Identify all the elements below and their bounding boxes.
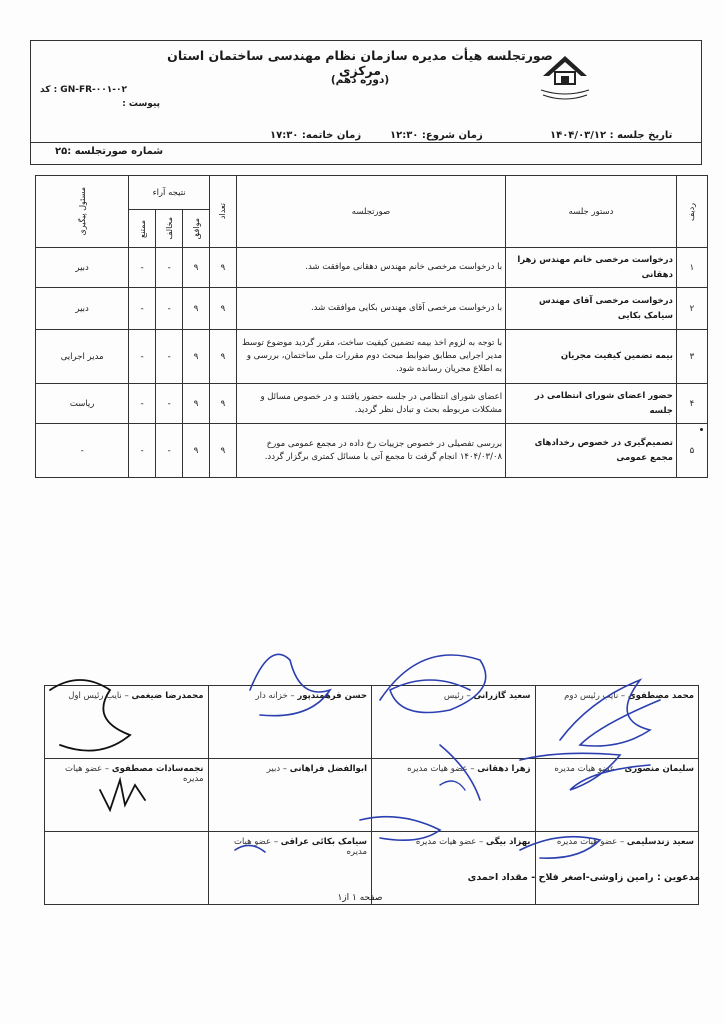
row-number: ۴ xyxy=(676,384,707,424)
row-count: ۹ xyxy=(209,330,236,384)
signer-name: محمد مصطفوی xyxy=(627,691,694,701)
row-agree: ۹ xyxy=(183,384,210,424)
signature-cell xyxy=(208,686,372,759)
meeting-end-time: زمان خاتمه: ۱۷:۳۰ xyxy=(270,130,362,141)
row-count: ۹ xyxy=(209,248,236,288)
signer-role: – عضو هیات مدیره xyxy=(415,837,484,847)
signer-name: سیامک بکائی عراقی xyxy=(280,837,367,847)
signer-name: ابوالفضل فراهانی xyxy=(289,764,367,774)
minutes-number: شماره صورتجلسه :۲۵ xyxy=(55,146,164,157)
signature-cell xyxy=(45,759,209,832)
row-minutes: با درخواست مرخصی آقای مهندس بکایی موافقت شد. xyxy=(236,288,505,330)
row-minutes: با درخواست مرخصی خانم مهندس دهقانی موافقت شد. xyxy=(236,248,505,288)
row-number: ۲ xyxy=(676,288,707,330)
row-owner: دبیر xyxy=(36,248,129,288)
row-agenda: بیمه تضمین کیفیت مجریان xyxy=(506,330,677,384)
signature-cell xyxy=(208,759,372,832)
row-agree: ۹ xyxy=(183,288,210,330)
header-abstain: ممتنع xyxy=(129,210,156,248)
table-row xyxy=(36,330,708,384)
row-abstain: - xyxy=(129,424,156,478)
row-agree: ۹ xyxy=(183,330,210,384)
header-meta-box xyxy=(30,142,702,165)
header-agree: موافق xyxy=(183,210,210,248)
row-owner: دبیر xyxy=(36,288,129,330)
invitees: مدعوین : رامین زاوشی-اصغر فلاح - مقداد احمدی xyxy=(467,872,700,883)
document-period: (دوره دهم) xyxy=(330,74,390,86)
row-minutes: اعضای شورای انتظامی در جلسه حضور یافتند و در خصوص مسائل و مشکلات مربوطه بحث و تبادل نظر گردید. xyxy=(236,384,505,424)
signer-name: نجمه‌سادات مصطفوی xyxy=(111,764,204,774)
signature-cell xyxy=(45,832,209,905)
table-row xyxy=(36,424,708,478)
attachment-label: پیوست : xyxy=(122,99,160,109)
signer-name: سلیمان منصوری xyxy=(624,764,694,774)
signer-name: سعید گازرانی xyxy=(473,691,531,701)
header-agenda: دستور جلسه xyxy=(506,176,677,248)
row-number: ۱ xyxy=(676,248,707,288)
document-codes xyxy=(40,85,160,109)
signer-name: محمدرضا ضیغمی xyxy=(131,691,204,701)
signer-role: – رئیس xyxy=(443,691,471,701)
logo-icon xyxy=(535,48,595,108)
header-minutes: صورتجلسه xyxy=(236,176,505,248)
signer-role: – عضو هیات مدیره xyxy=(407,764,475,774)
signature-cell xyxy=(535,759,699,832)
row-count: ۹ xyxy=(209,288,236,330)
header-row-number: ردیف xyxy=(676,176,707,248)
signer-role: – عضو هیات مدیره xyxy=(556,837,625,847)
table-row xyxy=(36,384,708,424)
row-owner: مدیر اجرایی xyxy=(36,330,129,384)
table-row xyxy=(36,248,708,288)
signer-name: بهزاد بیگی xyxy=(485,837,531,847)
row-oppose: - xyxy=(156,248,183,288)
signature-cell xyxy=(535,686,699,759)
row-agree: ۹ xyxy=(183,424,210,478)
row-count: ۹ xyxy=(209,424,236,478)
header-count: تعداد xyxy=(209,176,236,248)
row-abstain: - xyxy=(129,288,156,330)
table-header-row xyxy=(36,176,708,210)
signer-role: – عضو هیات مدیره xyxy=(233,837,367,857)
page-number: صفحه ۱ از۱ xyxy=(337,893,383,903)
signature-cell xyxy=(372,686,536,759)
header-oppose: مخالف xyxy=(156,210,183,248)
row-oppose: - xyxy=(156,288,183,330)
row-agree: ۹ xyxy=(183,248,210,288)
row-minutes: بررسی تفصیلی در خصوص جزییات رخ داده در مجمع عمومی مورخ ۱۴۰۴/۰۳/۰۸ انجام گرفت تا مجمع آتی با مسائل کمتری برگزار گردد. xyxy=(236,424,505,478)
signer-role: – دبیر xyxy=(266,764,288,774)
row-abstain: - xyxy=(129,248,156,288)
row-number: ۳ xyxy=(676,330,707,384)
signer-role: – نایب رئیس اول xyxy=(68,691,129,701)
header-owner: مسئول پیگیری xyxy=(36,176,129,248)
meeting-start-time: زمان شروع: ۱۲:۳۰ xyxy=(390,130,483,141)
row-owner: ریاست xyxy=(36,384,129,424)
signature-cell xyxy=(45,686,209,759)
row-abstain: - xyxy=(129,330,156,384)
signer-role: – نایب رئیس دوم xyxy=(564,691,626,701)
signer-role: – خزانه دار xyxy=(255,691,295,701)
organization-logo xyxy=(535,48,595,108)
signer-name: زهرا دهقانی xyxy=(477,764,531,774)
signature-cell xyxy=(372,759,536,832)
signer-role: – عضو هیات مدیره xyxy=(554,764,622,774)
row-agenda: تصمیم‌گیری در خصوص رخدادهای مجمع عمومی xyxy=(506,424,677,478)
table-row xyxy=(36,288,708,330)
row-oppose: - xyxy=(156,384,183,424)
row-abstain: - xyxy=(129,384,156,424)
row-owner: - xyxy=(36,424,129,478)
row-oppose: - xyxy=(156,424,183,478)
margin-dot xyxy=(700,428,703,431)
row-oppose: - xyxy=(156,330,183,384)
row-agenda: حضور اعضای شورای انتظامی در جلسه xyxy=(506,384,677,424)
signature-row xyxy=(45,759,699,832)
signer-name: حسن فرهمندپور xyxy=(297,691,367,701)
agenda-table xyxy=(35,175,708,478)
signature-row xyxy=(45,686,699,759)
signature-cell xyxy=(535,832,699,905)
form-code: کد : GN-FR-۰۰۱-۰۲ xyxy=(40,85,127,95)
row-minutes: با توجه به لزوم اخذ بیمه تضمین کیفیت ساخت، مقرر گردید موضوع توسط مدیر اجرایی مطابق ضوابط مبحث دوم مقررات ملی ساختمان، بررسی و به اطلاع مجریان رسانده شود. xyxy=(236,330,505,384)
header-votes: نتیجه آراء xyxy=(129,176,210,210)
row-agenda: درخواست مرخصی خانم مهندس زهرا دهقانی xyxy=(506,248,677,288)
row-agenda: درخواست مرخصی آقای مهندس سیامک بکایی xyxy=(506,288,677,330)
document-title: صورتجلسه هیأت مدیره سازمان نظام مهندسی ساختمان استان مرکزی xyxy=(167,48,553,78)
meeting-date: تاریخ جلسه : ۱۴۰۴/۰۳/۱۲ xyxy=(550,130,673,141)
row-count: ۹ xyxy=(209,384,236,424)
signer-role: – عضو هیات مدیره xyxy=(65,764,204,784)
signer-name: سعید زندسلیمی xyxy=(626,837,694,847)
row-number: ۵ xyxy=(676,424,707,478)
